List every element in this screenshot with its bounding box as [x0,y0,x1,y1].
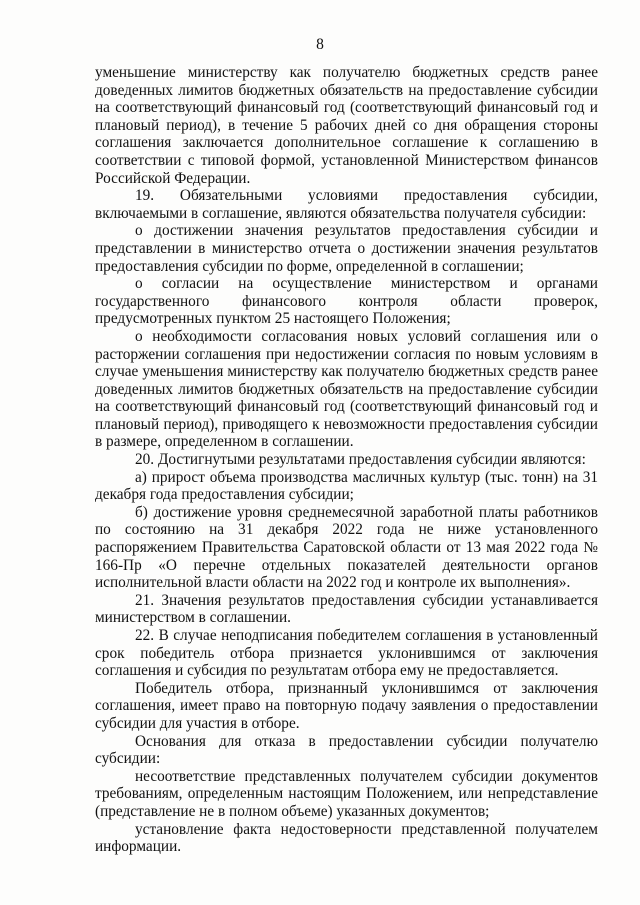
paragraph-item-20: 20. Достигнутыми результатами предоставления субсидии являются: [135,451,586,469]
page-number: 8 [316,36,324,53]
paragraph-continuation: уменьшение министерству как получателю бюджетных средств ранее доведенных лимитов бюджетных обязательств на предоставление субсидии на соответствующий финансовый год (соответствующий финансовый год и плановый период), в течение 5 рабочих дней со дня обращения стороны соглашения заключается дополнительное соглашение к соглашению в соответствии с типовой формой, установленной Министерством финансов Российской Федерации. [95,64,598,187]
paragraph-refusal-grounds: Основания для отказа в предоставлении субсидии получателю субсидии: [95,732,598,768]
paragraph-refusal-documents: несоответствие представленных получателем субсидии документов требованиям, определенным настоящим Положением, или непредставление (представление не в полном объеме) указанных документов; [95,767,598,820]
paragraph-item-19: 19. Обязательными условиями предоставления субсидии, включаемыми в соглашение, являются обязательства получателя субсидии: [95,187,598,222]
paragraph-obligation-inspections: о согласии на осуществление министерством и органами государственного финансового контроля области проверок, предусмотренных пунктом 25 настоящего Положения; [95,275,598,328]
paragraph-item-21: 21. Значения результатов предоставления субсидии устанавливается министерством в соглашении. [95,591,598,627]
paragraph-obligation-new-terms: о необходимости согласования новых условий соглашения или о расторжении соглашения при недостижении согласия по новым условиям в случае уменьшения министерству как получателю бюджетных средств ранее доведенных лимитов бюджетных обязательств на предоставление субсидии на соответствующий финансовый год (соответствующий финансовый год и плановый период), приводящего к невозможности предоставления субсидии в размере, определенном в соглашении. [95,327,598,451]
paragraph-winner-evasion: Победитель отбора, признанный уклонившимся от заключения соглашения, имеет право на повторную подачу заявления о предоставлении субсидии для участия в отборе. [95,679,598,732]
paragraph-obligation-results: о достижении значения результатов предоставления субсидии и представлении в министерство отчета о достижении значения результатов предоставления субсидии по форме, определенной в соглашении; [95,222,598,275]
paragraph-item-22: 22. В случае неподписания победителем соглашения в установленный срок победитель отбора признается уклонившимся от заключения соглашения и субсидия по результатам отбора ему не предоставляется. [95,627,598,680]
paragraph-refusal-false-info: установление факта недостоверности представленной получателем информации. [95,820,598,856]
document-body [95,64,598,856]
paragraph-item-20-a: а) прирост объема производства масличных культур (тыс. тонн) на 31 декабря года предоставления субсидии; [95,468,598,504]
paragraph-item-20-b: б) достижение уровня среднемесячной заработной платы работников по состоянию на 31 декабря 2022 года не ниже установленного распоряжением Правительства Саратовской области от 13 мая 2022 года № 166-Пр «О перечне отдельных показателей деятельности органов исполнительной власти области на 2022 год и контроле их выполнения». [95,503,598,592]
